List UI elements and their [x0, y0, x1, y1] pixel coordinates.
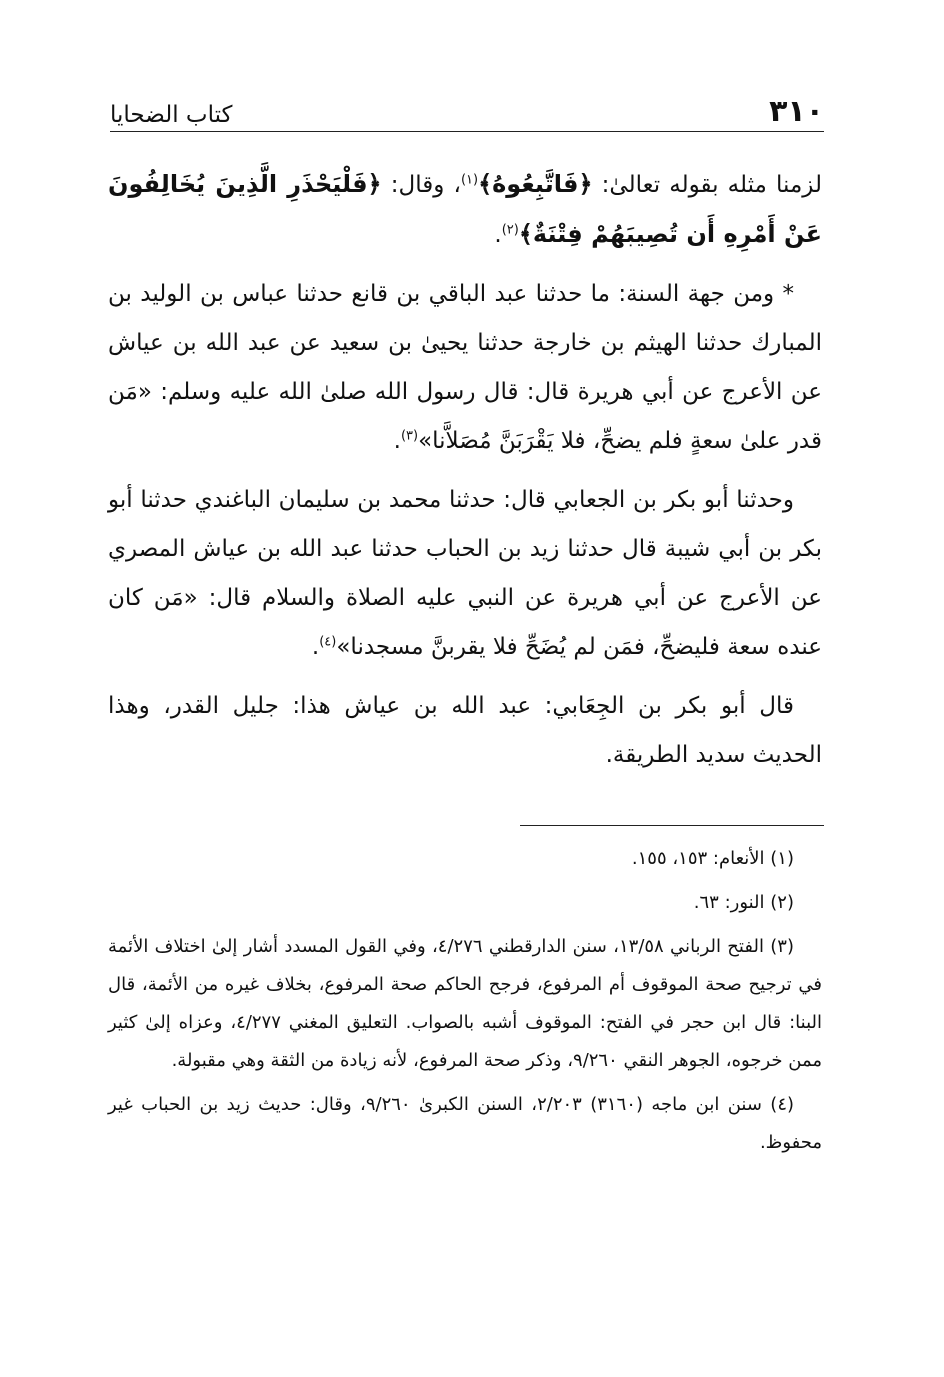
paragraph-quran-citation: [108, 160, 822, 260]
page-number: ٣١٠: [769, 94, 824, 129]
paragraph-text: .: [494, 222, 502, 248]
paragraph-commentary: قال أبو بكر بن الجِعَابي: عبد الله بن عياش هذا: جليل القدر، وهذا الحديث سديد الطريقة.: [108, 693, 822, 768]
footnotes: [108, 840, 822, 1168]
page-header: [110, 84, 824, 132]
paragraph-text: .: [393, 428, 401, 454]
footnote-3: (٣) الفتح الرباني ١٣/٥٨، سنن الدارقطني ٤/٢٧٦، وفي القول المسدد أشار إلىٰ اختلاف الأئمة في ترجيح صحة الموقوف أم المرفوع، فرجح الحاكم صحة المرفوع، بخلاف غيره من الأئمة، قال البنا: قال ابن حجر في الفتح: الموقوف أشبه بالصواب. التعليق المغني ٤/٢٧٧، وعزاه إلىٰ كثير ممن خرجوه، الجوهر النقي ٩/٢٦٠، وذكر صحة المرفوع، لأنه زيادة من الثقة وهي مقبولة.: [108, 936, 823, 1071]
footnote-2: (٢) النور: ٦٣.: [693, 892, 794, 913]
paragraph-second-hadith: [108, 476, 822, 672]
footnote-4: (٤) سنن ابن ماجه (٣١٦٠) ٢/٢٠٣، السنن الكبرىٰ ٩/٢٦٠، وقال: حديث زيد بن الحباب غير محفوظ.: [108, 1094, 822, 1153]
paragraph-text: ، وقال:: [381, 172, 461, 198]
main-text: [108, 160, 822, 790]
running-title: كتاب الضحايا: [110, 102, 233, 128]
paragraph-text: * ومن جهة السنة: ما حدثنا عبد الباقي بن قانع حدثنا عباس بن الوليد بن المبارك حدثنا الهيثم بن خارجة حدثنا يحيىٰ بن سعيد عن عبد الله بن عياش عن الأعرج عن أبي هريرة قال: قال رسول الله صلىٰ الله عليه وسلم: «مَن قدر علىٰ سعةٍ فلم يضحِّ، فلا يَقْرَبَنَّ مُصَلاَّنا»: [108, 281, 822, 454]
footnote-divider: [520, 825, 824, 826]
footnote-ref[interactable]: (٣): [400, 428, 419, 444]
paragraph-sunnah: [108, 270, 822, 466]
quran-verse: ﴿فَاتَّبِعُوهُ﴾: [478, 170, 593, 198]
footnote-ref[interactable]: (١): [460, 172, 479, 188]
paragraph-text: وحدثنا أبو بكر بن الجعابي قال: حدثنا محمد بن سليمان الباغندي حدثنا أبو بكر بن أبي شيبة قال حدثنا زيد بن الحباب حدثنا عبد الله بن عياش المصري عن الأعرج عن أبي هريرة عن النبي عليه الصلاة والسلام قال: «مَن كان عنده سعة فليضحِّ، فمَن لم يُضَحِّ فلا يقربنَّ مسجدنا»: [108, 487, 822, 660]
footnote-ref[interactable]: (٢): [501, 222, 519, 238]
paragraph-text: لزمنا مثله بقوله تعالىٰ:: [592, 172, 823, 198]
footnote-ref[interactable]: (٤): [319, 634, 337, 650]
quran-verse: ﴿فَلْيَحْذَرِ الَّذِينَ يُخَالِفُونَ عَنْ أَمْرِهِ أَن تُصِيبَهُمْ فِتْنَةٌ﴾: [108, 170, 822, 248]
paragraph-text: .: [311, 634, 320, 660]
footnote-1: (١) الأنعام: ١٥٣، ١٥٥.: [631, 848, 794, 869]
